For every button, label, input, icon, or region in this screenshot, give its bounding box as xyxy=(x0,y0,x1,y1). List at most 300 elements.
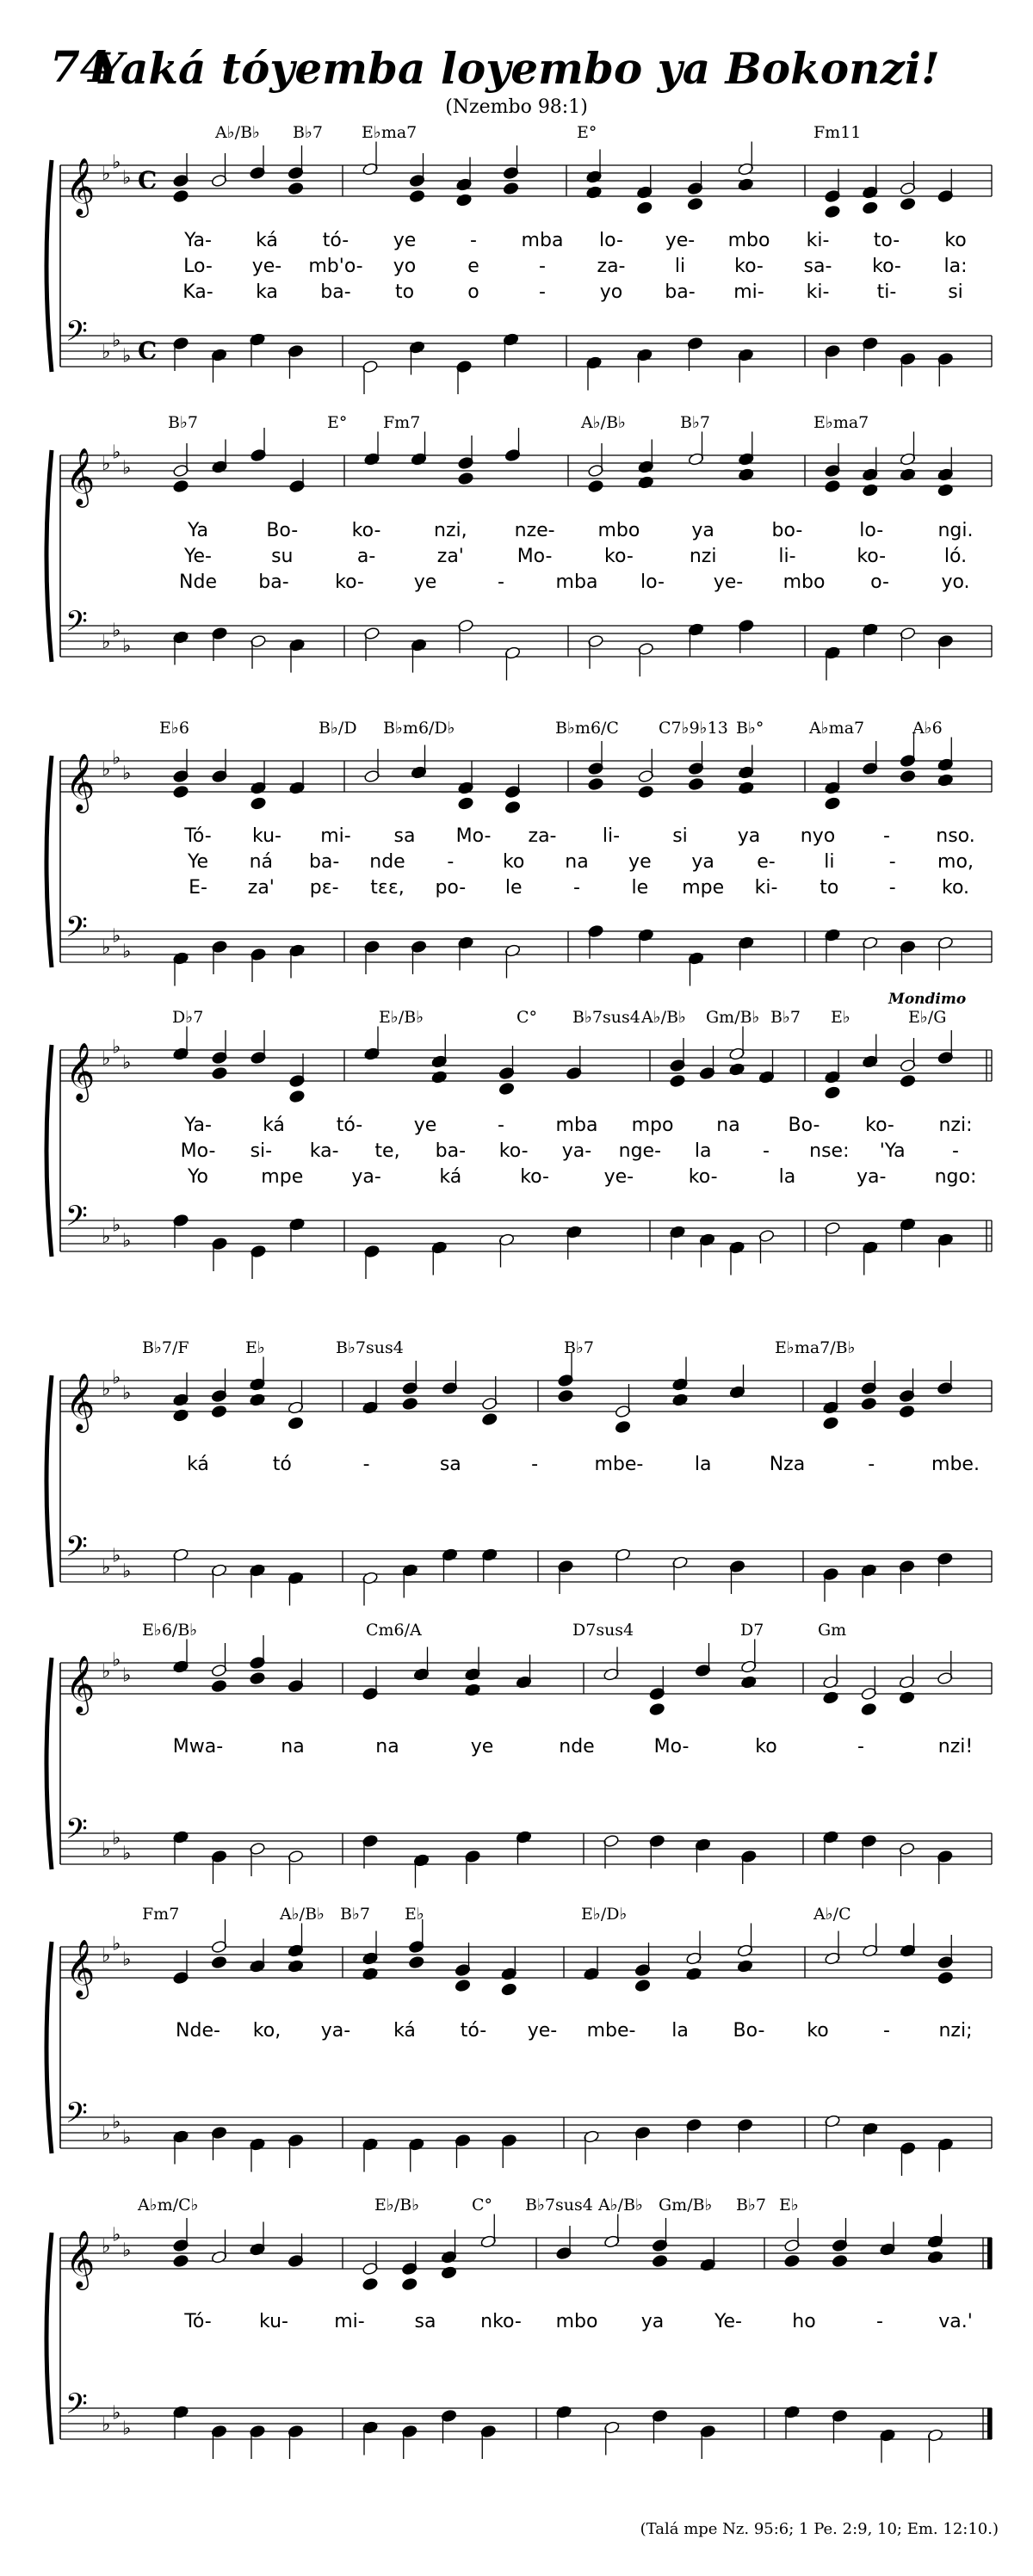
lyric-syllable: to xyxy=(820,877,839,899)
flat-sign-icon: ♭ xyxy=(102,1379,111,1400)
lyric-syllable: Ya- xyxy=(184,230,212,251)
treble-clef-icon: 𝄞 xyxy=(65,1654,96,1713)
flat-sign-icon: ♭ xyxy=(112,620,121,642)
flat-sign-icon: ♭ xyxy=(122,1052,132,1074)
chord-symbol: A♭/B♭ xyxy=(581,413,627,432)
lyric-syllable: 'Ya xyxy=(879,1140,906,1162)
lyric-syllable: li xyxy=(824,851,835,873)
note-head xyxy=(586,186,603,200)
bass-clef-icon: 𝄢 xyxy=(65,315,88,355)
bass-clef-icon: 𝄢 xyxy=(65,605,88,646)
music-system xyxy=(46,413,992,681)
note-head xyxy=(687,197,703,211)
chord-symbol: B♭/D xyxy=(319,719,357,738)
lyric-syllable: ko- xyxy=(498,1140,529,1162)
lyric-syllable: ya xyxy=(640,2311,665,2332)
note-head xyxy=(431,1071,448,1084)
lyric-syllable: Ka- xyxy=(182,281,213,303)
lyric-syllable: lo- xyxy=(859,520,884,541)
chord-symbol: Gm/B♭ xyxy=(659,2196,713,2215)
lyric-syllable: ba- xyxy=(320,281,351,303)
lyric-syllable: ye- xyxy=(665,230,696,251)
flat-sign-icon: ♭ xyxy=(102,632,111,653)
lyric-syllable: ká xyxy=(439,1166,462,1188)
lyric-syllable: li xyxy=(674,256,686,277)
brace-icon xyxy=(46,1375,52,1587)
note-head xyxy=(638,476,654,490)
lyric-syllable: te, xyxy=(374,1140,400,1162)
lyric-syllable: Ya xyxy=(188,520,208,541)
brace-icon xyxy=(46,160,52,372)
lyric-syllable: - xyxy=(362,1454,370,1475)
music-system xyxy=(46,1621,992,1888)
lyric-syllable: o- xyxy=(870,571,889,593)
note-head xyxy=(823,1691,839,1705)
note-head xyxy=(686,1968,702,1981)
note-head xyxy=(649,1702,665,1716)
note-head xyxy=(634,1979,651,1992)
lyric-syllable: ngi. xyxy=(937,520,974,541)
lyric-syllable: Mo- xyxy=(516,546,553,567)
lyric-syllable: su xyxy=(271,546,294,567)
note-head xyxy=(458,472,474,485)
lyric-syllable: nzi xyxy=(689,546,717,567)
lyric-syllable: ko xyxy=(755,1736,777,1757)
lyric-syllable: la xyxy=(778,1166,796,1188)
lyric-syllable: ba- xyxy=(435,1140,467,1162)
flat-sign-icon: ♭ xyxy=(122,941,132,963)
lyric-syllable: ki- xyxy=(754,877,778,899)
flat-sign-icon: ♭ xyxy=(102,454,111,475)
chord-symbol: E♭ xyxy=(405,1905,424,1924)
bass-staff xyxy=(60,316,992,368)
lyric-syllable: Nde xyxy=(179,571,217,593)
footer-references: (Talá mpe Nz. 95:6; 1 Pe. 2:9, 10; Em. 12:10.) xyxy=(640,2520,999,2538)
lyric-syllable: ká xyxy=(393,2020,416,2042)
song-number: 74 xyxy=(50,41,110,92)
note-head xyxy=(558,1389,574,1403)
lyric-syllable: ye- xyxy=(527,2020,558,2042)
note-head xyxy=(212,1066,228,1080)
bass-clef-icon: 𝄢 xyxy=(65,2388,88,2428)
chord-symbol: B♭7 xyxy=(736,2196,767,2215)
note-head xyxy=(288,1417,304,1430)
treble-clef-icon: 𝄞 xyxy=(65,2229,96,2288)
lyric-syllable: pɛ- xyxy=(309,877,339,899)
chord-symbol: E♭ma7/B♭ xyxy=(775,1338,856,1357)
flat-sign-icon: ♭ xyxy=(122,635,132,658)
flat-sign-icon: ♭ xyxy=(122,1230,132,1252)
chord-symbol: A♭ma7 xyxy=(809,719,865,738)
lyric-syllable: na xyxy=(375,1736,399,1757)
lyric-syllable: to xyxy=(394,281,415,303)
chord-symbol: E♭ma7 xyxy=(362,123,418,142)
lyric-syllable: - xyxy=(539,281,546,303)
note-head xyxy=(784,2254,801,2268)
chord-symbol: E♭ma7 xyxy=(813,413,869,432)
note-head xyxy=(899,1691,915,1705)
flat-sign-icon: ♭ xyxy=(112,1933,121,1955)
chord-symbol: A♭/B♭ xyxy=(641,1008,687,1027)
lyric-syllable: na xyxy=(716,1115,740,1136)
lyric-syllable: mba xyxy=(555,1115,598,1136)
chord-symbol: B♭m6/D♭ xyxy=(383,719,455,738)
lyric-syllable: - xyxy=(868,1454,875,1475)
note-head xyxy=(173,785,189,799)
lyric-syllable: nso. xyxy=(936,825,975,847)
lyric-syllable: - xyxy=(470,230,477,251)
lyric-syllable: za- xyxy=(528,825,557,847)
lyric-syllable: tó- xyxy=(460,2020,487,2042)
note-head xyxy=(738,468,754,482)
bass-clef-icon: 𝄢 xyxy=(65,2097,88,2137)
note-head xyxy=(503,182,519,195)
lyric-syllable: si- xyxy=(250,1140,273,1162)
note-head xyxy=(688,777,704,791)
chord-symbol: B♭7/F xyxy=(142,1338,189,1357)
lyric-syllable: - xyxy=(888,851,896,873)
lyric-syllable: - xyxy=(883,825,890,847)
brace-icon xyxy=(46,756,52,967)
lyric-syllable: ka- xyxy=(309,1140,339,1162)
brace-icon xyxy=(46,1658,52,1869)
chord-symbol: A♭m/C♭ xyxy=(138,2196,199,2215)
common-time-icon: C xyxy=(138,166,158,195)
lyric-syllable: - xyxy=(888,877,896,899)
lyric-syllable: mbo xyxy=(782,571,826,593)
lyric-syllable: mbo xyxy=(555,2311,598,2332)
flat-sign-icon: ♭ xyxy=(112,1545,121,1567)
lyric-syllable: yo. xyxy=(941,571,970,593)
lyric-syllable: po- xyxy=(435,877,467,899)
note-head xyxy=(173,189,189,203)
flat-sign-icon: ♭ xyxy=(102,164,111,185)
chord-symbol: E♭/B♭ xyxy=(379,1008,424,1027)
flat-sign-icon: ♭ xyxy=(122,167,132,189)
note-head xyxy=(251,797,267,811)
chord-symbol: Cm6/A xyxy=(366,1621,422,1640)
lyric-syllable: e xyxy=(467,256,479,277)
bass-staff xyxy=(60,911,992,963)
flat-sign-icon: ♭ xyxy=(122,2127,132,2149)
note-head xyxy=(737,1960,753,1974)
flat-sign-icon: ♭ xyxy=(112,2224,121,2246)
note-head xyxy=(408,1955,424,1969)
bass-clef-icon: 𝄢 xyxy=(65,1200,88,1240)
note-head xyxy=(670,1074,686,1088)
lyric-syllable: ba- xyxy=(258,571,289,593)
scripture-reference: (Nzembo 98:1) xyxy=(445,96,588,118)
lyric-syllable: ko- xyxy=(520,1166,549,1188)
lyric-syllable: mpe xyxy=(261,1166,304,1188)
treble-staff xyxy=(60,1037,992,1103)
treble-clef-icon: 𝄞 xyxy=(65,157,96,215)
lyric-syllable: ko. xyxy=(941,877,970,899)
flat-sign-icon: ♭ xyxy=(112,2111,121,2134)
lyric-syllable: si xyxy=(672,825,688,847)
lyric-syllable: nzi, xyxy=(434,520,467,541)
chord-symbol: B♭7 xyxy=(168,413,199,432)
lyric-syllable: mpe xyxy=(682,877,725,899)
lyric-syllable: ki- xyxy=(806,230,830,251)
chord-symbol: Fm7 xyxy=(142,1905,180,1924)
chord-symbol: B♭7 xyxy=(293,123,324,142)
lyric-syllable: ko- xyxy=(688,1166,718,1188)
lyric-syllable: mi- xyxy=(334,2311,365,2332)
note-head xyxy=(740,1676,757,1690)
note-head xyxy=(899,1405,915,1418)
note-head xyxy=(823,1417,839,1430)
brace-icon xyxy=(46,1045,52,1257)
lyric-syllable: ya- xyxy=(561,1140,592,1162)
lyric-syllable: Ya- xyxy=(184,1115,212,1136)
lyric-syllable: li- xyxy=(602,825,621,847)
bass-clef-icon: 𝄢 xyxy=(65,1813,88,1853)
note-head xyxy=(402,1397,418,1411)
chord-symbol: E♭ xyxy=(831,1008,851,1027)
note-head xyxy=(652,2254,668,2268)
flat-sign-icon: ♭ xyxy=(122,1843,132,1865)
bass-staff xyxy=(60,1531,992,1583)
note-head xyxy=(900,197,916,211)
flat-sign-icon: ♭ xyxy=(112,151,121,174)
lyric-syllable: la xyxy=(694,1454,712,1475)
chord-symbol: B♭7 xyxy=(564,1338,595,1357)
lyric-syllable: ko- xyxy=(734,256,764,277)
note-head xyxy=(481,1412,498,1426)
lyric-syllable: la: xyxy=(943,256,968,277)
flat-sign-icon: ♭ xyxy=(122,1665,132,1687)
note-head xyxy=(288,182,304,195)
flat-sign-icon: ♭ xyxy=(122,1949,132,1971)
note-head xyxy=(362,1968,379,1981)
lyric-syllable: tó xyxy=(272,1454,292,1475)
lyric-syllable: ko- xyxy=(335,571,364,593)
lyric-syllable: Ye- xyxy=(184,546,212,567)
treble-staff xyxy=(60,1934,992,2000)
common-time-icon: C xyxy=(138,337,158,365)
flat-sign-icon: ♭ xyxy=(122,457,132,479)
lyric-syllable: ku- xyxy=(252,825,281,847)
bass-staff xyxy=(60,2097,992,2149)
treble-clef-icon: 𝄞 xyxy=(65,1938,96,1997)
lyric-syllable: to- xyxy=(873,230,900,251)
lyric-syllable: tó- xyxy=(336,1115,363,1136)
lyric-syllable: ya xyxy=(737,825,761,847)
chord-symbol: B♭7 xyxy=(680,413,711,432)
note-head xyxy=(250,1393,266,1407)
lyric-syllable: nzi; xyxy=(938,2020,973,2042)
lyric-syllable: na xyxy=(565,851,589,873)
lyric-syllable: Yo xyxy=(188,1166,208,1188)
lyric-syllable: za- xyxy=(597,256,626,277)
lyric-syllable: mba xyxy=(555,571,598,593)
lyric-syllable: le xyxy=(504,877,523,899)
note-head xyxy=(900,468,916,482)
treble-clef-icon: 𝄞 xyxy=(65,1041,96,1100)
lyric-syllable: nse: xyxy=(809,1140,850,1162)
chord-symbol: B♭7sus4 xyxy=(336,1338,404,1357)
lyric-syllable: - xyxy=(498,571,504,593)
lyric-syllable: a- xyxy=(356,546,376,567)
lyric-syllable: Mo- xyxy=(653,1736,690,1757)
note-head xyxy=(738,178,754,192)
lyric-syllable: ye xyxy=(470,1736,494,1757)
flat-sign-icon: ♭ xyxy=(102,1226,111,1248)
bass-clef-icon: 𝄢 xyxy=(65,1530,88,1571)
flat-sign-icon: ♭ xyxy=(112,1827,121,1850)
lyric-syllable: ye xyxy=(393,230,417,251)
chord-symbol: B♭° xyxy=(736,719,764,738)
flat-sign-icon: ♭ xyxy=(102,1839,111,1861)
note-head xyxy=(173,1409,189,1423)
lyric-syllable: na xyxy=(281,1736,305,1757)
note-head xyxy=(937,1971,954,1985)
lyric-syllable: Lo- xyxy=(183,256,213,277)
chord-symbol: A♭/B♭ xyxy=(215,123,261,142)
lyric-syllable: Bo- xyxy=(733,2020,765,2042)
bass-staff xyxy=(60,606,992,658)
lyric-syllable: za' xyxy=(247,877,275,899)
lyric-syllable: ká xyxy=(187,1454,209,1475)
brace-icon xyxy=(46,2233,52,2444)
chord-symbol: E♭/D♭ xyxy=(581,1905,628,1924)
note-head xyxy=(825,797,841,811)
lyric-syllable: Tó- xyxy=(184,825,212,847)
chord-symbol: B♭m6/C xyxy=(555,719,619,738)
lyric-syllable: Ye- xyxy=(714,2311,742,2332)
lyric-syllable: ya xyxy=(691,520,714,541)
lyric-syllable: va.' xyxy=(938,2311,973,2332)
final-barline xyxy=(987,2408,992,2439)
chord-symbol: A♭6 xyxy=(912,719,943,738)
lyric-syllable: sa- xyxy=(803,256,832,277)
lyric-syllable: ko- xyxy=(872,256,901,277)
lyric-syllable: ho xyxy=(792,2311,816,2332)
lyric-syllable: - xyxy=(539,256,546,277)
flat-sign-icon: ♭ xyxy=(112,747,121,769)
bass-staff xyxy=(60,2388,992,2440)
note-head xyxy=(861,1397,877,1411)
brace-icon xyxy=(46,1942,52,2153)
lyric-syllable: - xyxy=(883,2020,890,2042)
lyric-syllable: lo- xyxy=(599,230,623,251)
flat-sign-icon: ♭ xyxy=(102,759,111,781)
song-title: Yaká tóyemba loyembo ya Bokonzi! xyxy=(93,43,940,94)
chord-symbol: A♭/B♭ xyxy=(598,2196,644,2215)
lyric-syllable: Tó- xyxy=(184,2311,212,2332)
flat-sign-icon: ♭ xyxy=(122,1560,132,1583)
lyric-syllable: - xyxy=(876,2311,883,2332)
bass-clef-icon: 𝄢 xyxy=(65,911,88,951)
flat-sign-icon: ♭ xyxy=(112,1367,121,1389)
lyric-syllable: nde xyxy=(369,851,405,873)
note-head xyxy=(638,785,654,799)
lyric-syllable: ba- xyxy=(665,281,696,303)
lyric-syllable: ye- xyxy=(713,571,744,593)
lyric-syllable: sa xyxy=(393,825,416,847)
lyric-syllable: mbo xyxy=(597,520,640,541)
lyric-syllable: si xyxy=(948,281,963,303)
treble-staff xyxy=(60,1368,992,1434)
lyric-syllable: ka xyxy=(256,281,278,303)
chord-symbol: D7sus4 xyxy=(572,1621,634,1640)
chord-symbol: C7♭9♭13 xyxy=(659,719,728,738)
note-head xyxy=(862,201,878,215)
lyric-syllable: sa xyxy=(414,2311,436,2332)
lyric-syllable: ká xyxy=(263,1115,285,1136)
note-head xyxy=(409,189,425,203)
note-head xyxy=(900,769,916,783)
lyric-syllable: ye- xyxy=(251,256,282,277)
lyric-syllable: mi- xyxy=(733,281,764,303)
lyric-syllable: - xyxy=(498,1115,504,1136)
lyric-syllable: mbe- xyxy=(594,1454,644,1475)
flat-sign-icon: ♭ xyxy=(102,2123,111,2145)
lyric-syllable: Bo- xyxy=(266,520,299,541)
flat-sign-icon: ♭ xyxy=(122,1382,132,1405)
flat-sign-icon: ♭ xyxy=(102,937,111,959)
lyric-syllable: - xyxy=(763,1140,770,1162)
music-system xyxy=(46,123,992,394)
lyric-syllable: mbo xyxy=(727,230,770,251)
music-system xyxy=(46,1338,992,1606)
lyric-syllable: - xyxy=(531,1454,539,1475)
chord-symbol: C° xyxy=(472,2196,493,2215)
treble-staff xyxy=(60,152,992,219)
lyric-syllable: ki- xyxy=(806,281,830,303)
lyric-syllable: mi- xyxy=(320,825,351,847)
chord-symbol: Fm11 xyxy=(813,123,862,142)
lyric-syllable: ya- xyxy=(856,1166,887,1188)
note-head xyxy=(738,781,754,795)
lyric-syllable: o xyxy=(467,281,479,303)
flat-sign-icon: ♭ xyxy=(122,2418,132,2440)
lyric-syllable: ko xyxy=(502,851,525,873)
chord-symbol: A♭/C xyxy=(813,1905,851,1924)
note-head xyxy=(458,797,474,811)
chord-symbol: E♭6/B♭ xyxy=(142,1621,198,1640)
lyric-syllable: lo- xyxy=(640,571,665,593)
note-head xyxy=(636,201,653,215)
lyric-syllable: ko- xyxy=(857,546,887,567)
lyric-syllable: nyo xyxy=(800,825,836,847)
bass-staff xyxy=(60,1201,992,1252)
lyric-syllable: - xyxy=(447,851,455,873)
treble-clef-icon: 𝄞 xyxy=(65,752,96,811)
flat-sign-icon: ♭ xyxy=(112,1214,121,1237)
lyric-syllable: Ye xyxy=(187,851,209,873)
lyric-syllable: ko- xyxy=(865,1115,894,1136)
treble-clef-icon: 𝄞 xyxy=(65,447,96,505)
note-head xyxy=(862,484,878,497)
flat-sign-icon: ♭ xyxy=(102,2414,111,2436)
lyric-syllable: ko, xyxy=(252,2020,281,2042)
lyric-syllable: ye xyxy=(628,851,652,873)
note-head xyxy=(832,2254,848,2268)
lyric-syllable: ya- xyxy=(320,2020,351,2042)
chord-symbol: B♭7sus4 xyxy=(572,1008,640,1027)
flat-sign-icon: ♭ xyxy=(122,2239,132,2262)
note-head xyxy=(825,479,841,493)
note-head xyxy=(504,800,521,814)
lyric-syllable: nko- xyxy=(480,2311,522,2332)
flat-sign-icon: ♭ xyxy=(122,345,132,368)
note-head xyxy=(173,2254,189,2268)
note-head xyxy=(401,2277,418,2291)
note-head xyxy=(456,194,473,207)
lyric-syllable: li- xyxy=(778,546,796,567)
